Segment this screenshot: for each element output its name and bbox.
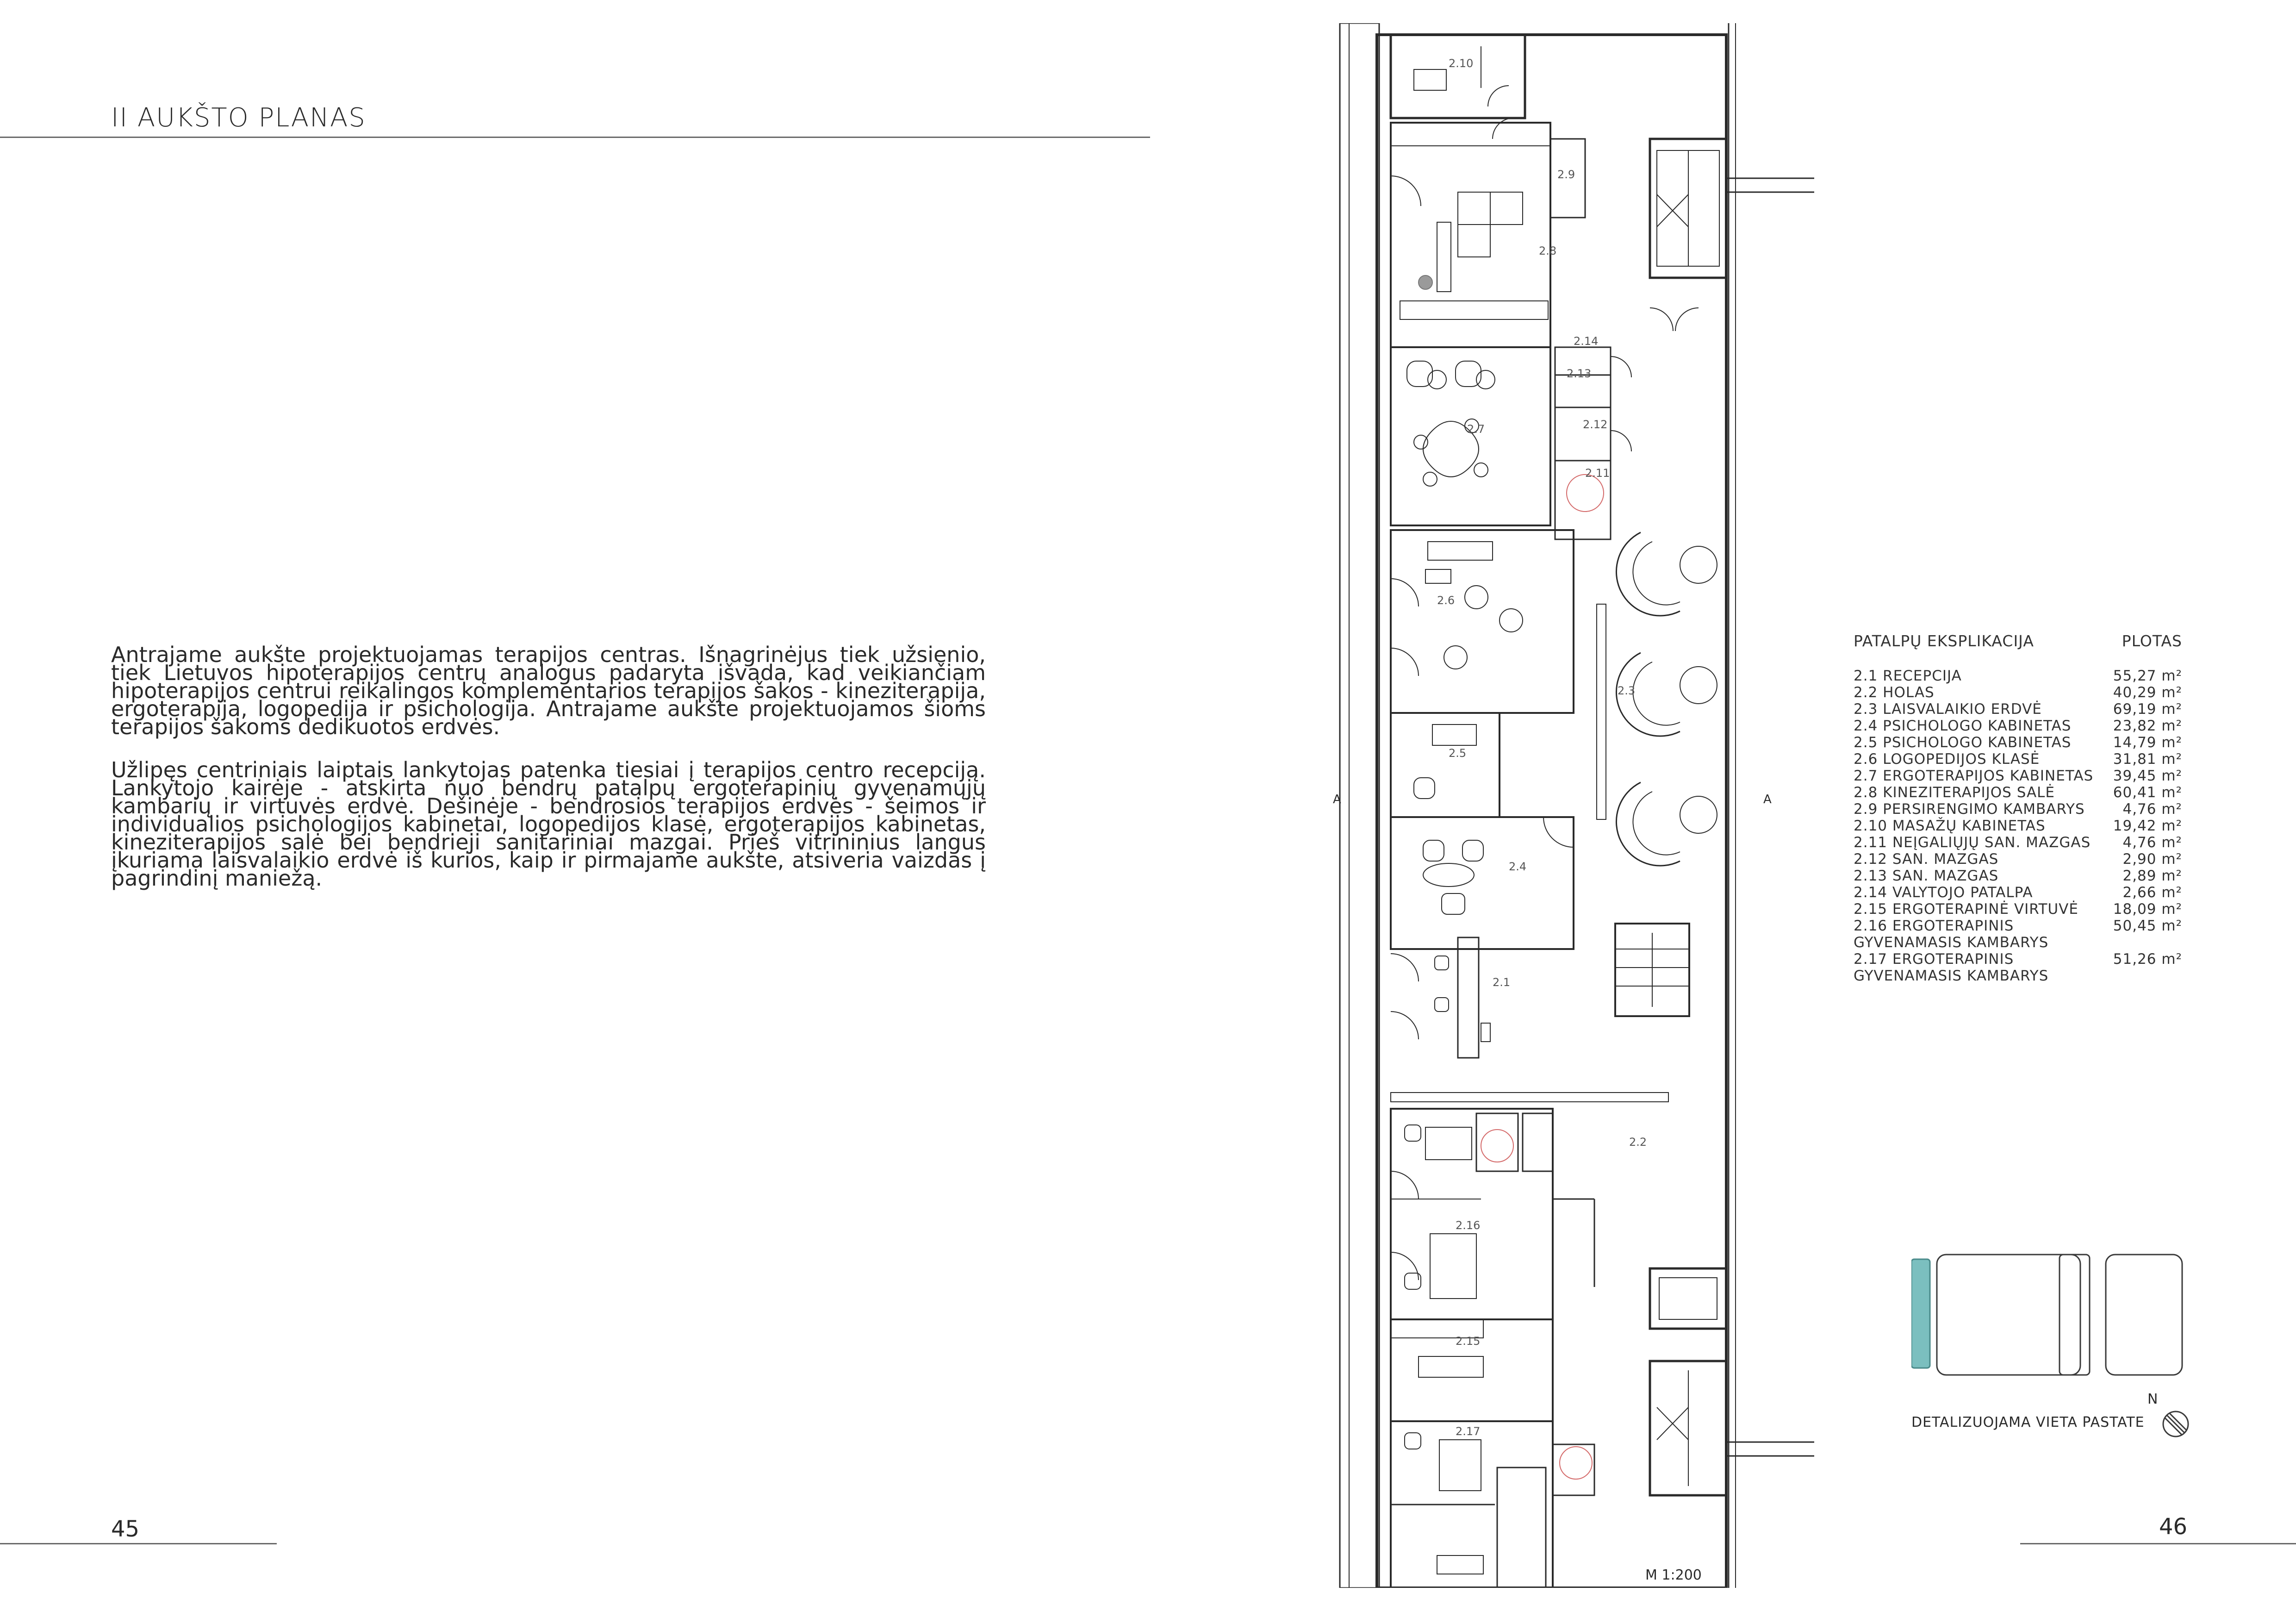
room-name: 2.13 SAN. MAZGAS — [1854, 868, 1999, 884]
room-area: 69,19 m² — [2113, 701, 2182, 718]
legend-row — [1854, 918, 2182, 951]
plan-scale: M 1:200 — [1645, 1567, 1702, 1583]
page-title: II AUKŠTO PLANAS — [111, 103, 366, 133]
paragraph: Užlipęs centriniais laiptais lankytojas patenka tiesiai į terapijos centro recepciją. Lankytojo kairėje - atskirta nuo bendrų patalpų ergoterapinių gyvenamųjų kambarių ir virtuvės erdvė. Dešinėje - bendrosios terapijos erdvės - šeimos ir individualios psichologijos kabinetai, logopedijos klasė, ergoterapijos kabinetas, kineziterapijos salė bei bendrieji sanitariniai mazgai. Prieš vitrininius langus įkuriama laisvalaikio erdvė iš kurios, kaip ir pirmajame aukšte, atsiveria vaizdas į pagrindinį maniežą. — [111, 757, 986, 891]
room-name: 2.14 VALYTOJO PATALPA — [1854, 884, 2033, 901]
room-label: 2.7 — [1467, 423, 1485, 436]
room-area: 4,76 m² — [2122, 801, 2182, 818]
legend-row — [1854, 818, 2182, 834]
room-label: 2.16 — [1456, 1219, 1481, 1232]
building-key-plan — [1911, 1250, 2184, 1384]
legend-row — [1854, 734, 2182, 751]
legend-row — [1854, 668, 2182, 684]
detail-location-label: DETALIZUOJAMA VIETA PASTATE — [1911, 1414, 2145, 1430]
room-name: 2.5 PSICHOLOGO KABINETAS — [1854, 734, 2072, 751]
north-arrow-icon — [2161, 1410, 2190, 1438]
room-name: 2.11 NEĮGALIŲJŲ SAN. MAZGAS — [1854, 834, 2091, 851]
room-area: 4,76 m² — [2122, 834, 2182, 851]
legend-row — [1854, 951, 2182, 984]
legend-header — [1854, 632, 2182, 650]
room-area: 40,29 m² — [2113, 684, 2182, 701]
title-divider — [0, 137, 1150, 138]
legend-row — [1854, 701, 2182, 718]
floor-plan — [1333, 23, 1823, 1588]
room-area: 60,41 m² — [2113, 784, 2182, 801]
north-label: N — [2147, 1391, 2158, 1407]
room-area: 19,42 m² — [2113, 818, 2182, 834]
highlighted-area — [1911, 1259, 1930, 1368]
room-label: 2.11 — [1585, 467, 1610, 480]
legend-row — [1854, 834, 2182, 851]
room-label: 2.15 — [1456, 1335, 1481, 1348]
legend-row — [1854, 768, 2182, 784]
room-label: 2.5 — [1449, 747, 1467, 760]
room-area: 23,82 m² — [2113, 718, 2182, 734]
room-label: 2.1 — [1493, 976, 1511, 989]
room-explication-table — [1854, 632, 2182, 984]
legend-row — [1854, 718, 2182, 734]
building-block — [2106, 1255, 2182, 1375]
legend-row — [1854, 851, 2182, 868]
section-marker-right: A — [1763, 793, 1772, 806]
room-area: 55,27 m² — [2113, 668, 2182, 684]
room-area: 2,66 m² — [2122, 884, 2182, 901]
legend-row — [1854, 901, 2182, 918]
legend-row — [1854, 868, 2182, 884]
room-label: 2.10 — [1449, 57, 1474, 70]
room-label: 2.6 — [1437, 594, 1455, 607]
room-name: 2.15 ERGOTERAPINĖ VIRTUVĖ — [1854, 901, 2078, 918]
room-area: 14,79 m² — [2113, 734, 2182, 751]
room-name: 2.4 PSICHOLOGO KABINETAS — [1854, 718, 2072, 734]
legend-row — [1854, 801, 2182, 818]
room-area: 51,26 m² — [2113, 951, 2182, 968]
legend-header-rooms: PATALPŲ EKSPLIKACIJA — [1854, 632, 2034, 650]
footer-divider-left — [0, 1543, 277, 1544]
paragraph: Antrajame aukšte projektuojamas terapijos centras. Išnagrinėjus tiek užsienio, tiek Lietuvos hipoterapijos centrų analogus padaryta išvada, kad veikiančiam hipoterapijos centrui reikalingos komplementarios terapijos šakos - kineziterapija, ergoterapija, logopedija ir psichologija. Antrajame aukšte projektuojamos šioms terapijos šakoms dedikuotos erdvės. — [111, 642, 986, 739]
room-area: 50,45 m² — [2113, 918, 2182, 934]
room-label: 2.3 — [1618, 684, 1636, 697]
legend-rows — [1854, 668, 2182, 984]
room-label: 2.4 — [1509, 860, 1527, 873]
room-label: 2.17 — [1456, 1425, 1481, 1438]
room-area: 39,45 m² — [2113, 768, 2182, 784]
room-name: 2.3 LAISVALAIKIO ERDVĖ — [1854, 701, 2042, 718]
room-name: 2.12 SAN. MAZGAS — [1854, 851, 1999, 868]
page-number-left: 45 — [111, 1516, 140, 1542]
room-area: 18,09 m² — [2113, 901, 2182, 918]
body-text — [111, 642, 986, 912]
room-label: 2.8 — [1539, 244, 1557, 257]
room-name: 2.17 ERGOTERAPINIS GYVENAMASIS KAMBARYS — [1854, 951, 2049, 984]
footer-divider-right — [2020, 1543, 2296, 1544]
room-label: 2.12 — [1583, 418, 1608, 431]
room-area: 31,81 m² — [2113, 751, 2182, 768]
building-connector — [2060, 1255, 2090, 1375]
room-area: 2,90 m² — [2122, 851, 2182, 868]
room-name: 2.9 PERSIRENGIMO KAMBARYS — [1854, 801, 2085, 818]
room-name: 2.2 HOLAS — [1854, 684, 1935, 701]
room-name: 2.10 MASAŽŲ KABINETAS — [1854, 818, 2046, 834]
room-label: 2.14 — [1574, 335, 1599, 348]
room-label: 2.9 — [1557, 168, 1575, 181]
room-name: 2.1 RECEPCIJA — [1854, 668, 1962, 684]
legend-row — [1854, 751, 2182, 768]
room-name: 2.8 KINEZITERAPIJOS SALĖ — [1854, 784, 2055, 801]
legend-header-area: PLOTAS — [2122, 632, 2182, 650]
section-marker-left: A — [1333, 793, 1341, 806]
room-name: 2.16 ERGOTERAPINIS GYVENAMASIS KAMBARYS — [1854, 918, 2049, 951]
room-label: 2.13 — [1567, 367, 1592, 380]
room-name: 2.7 ERGOTERAPIJOS KABINETAS — [1854, 768, 2094, 784]
room-area: 2,89 m² — [2122, 868, 2182, 884]
legend-row — [1854, 884, 2182, 901]
legend-row — [1854, 784, 2182, 801]
room-label: 2.2 — [1629, 1136, 1647, 1149]
page-number-right: 46 — [2159, 1514, 2188, 1540]
room-name: 2.6 LOGOPEDIJOS KLASĖ — [1854, 751, 2040, 768]
legend-row — [1854, 684, 2182, 701]
